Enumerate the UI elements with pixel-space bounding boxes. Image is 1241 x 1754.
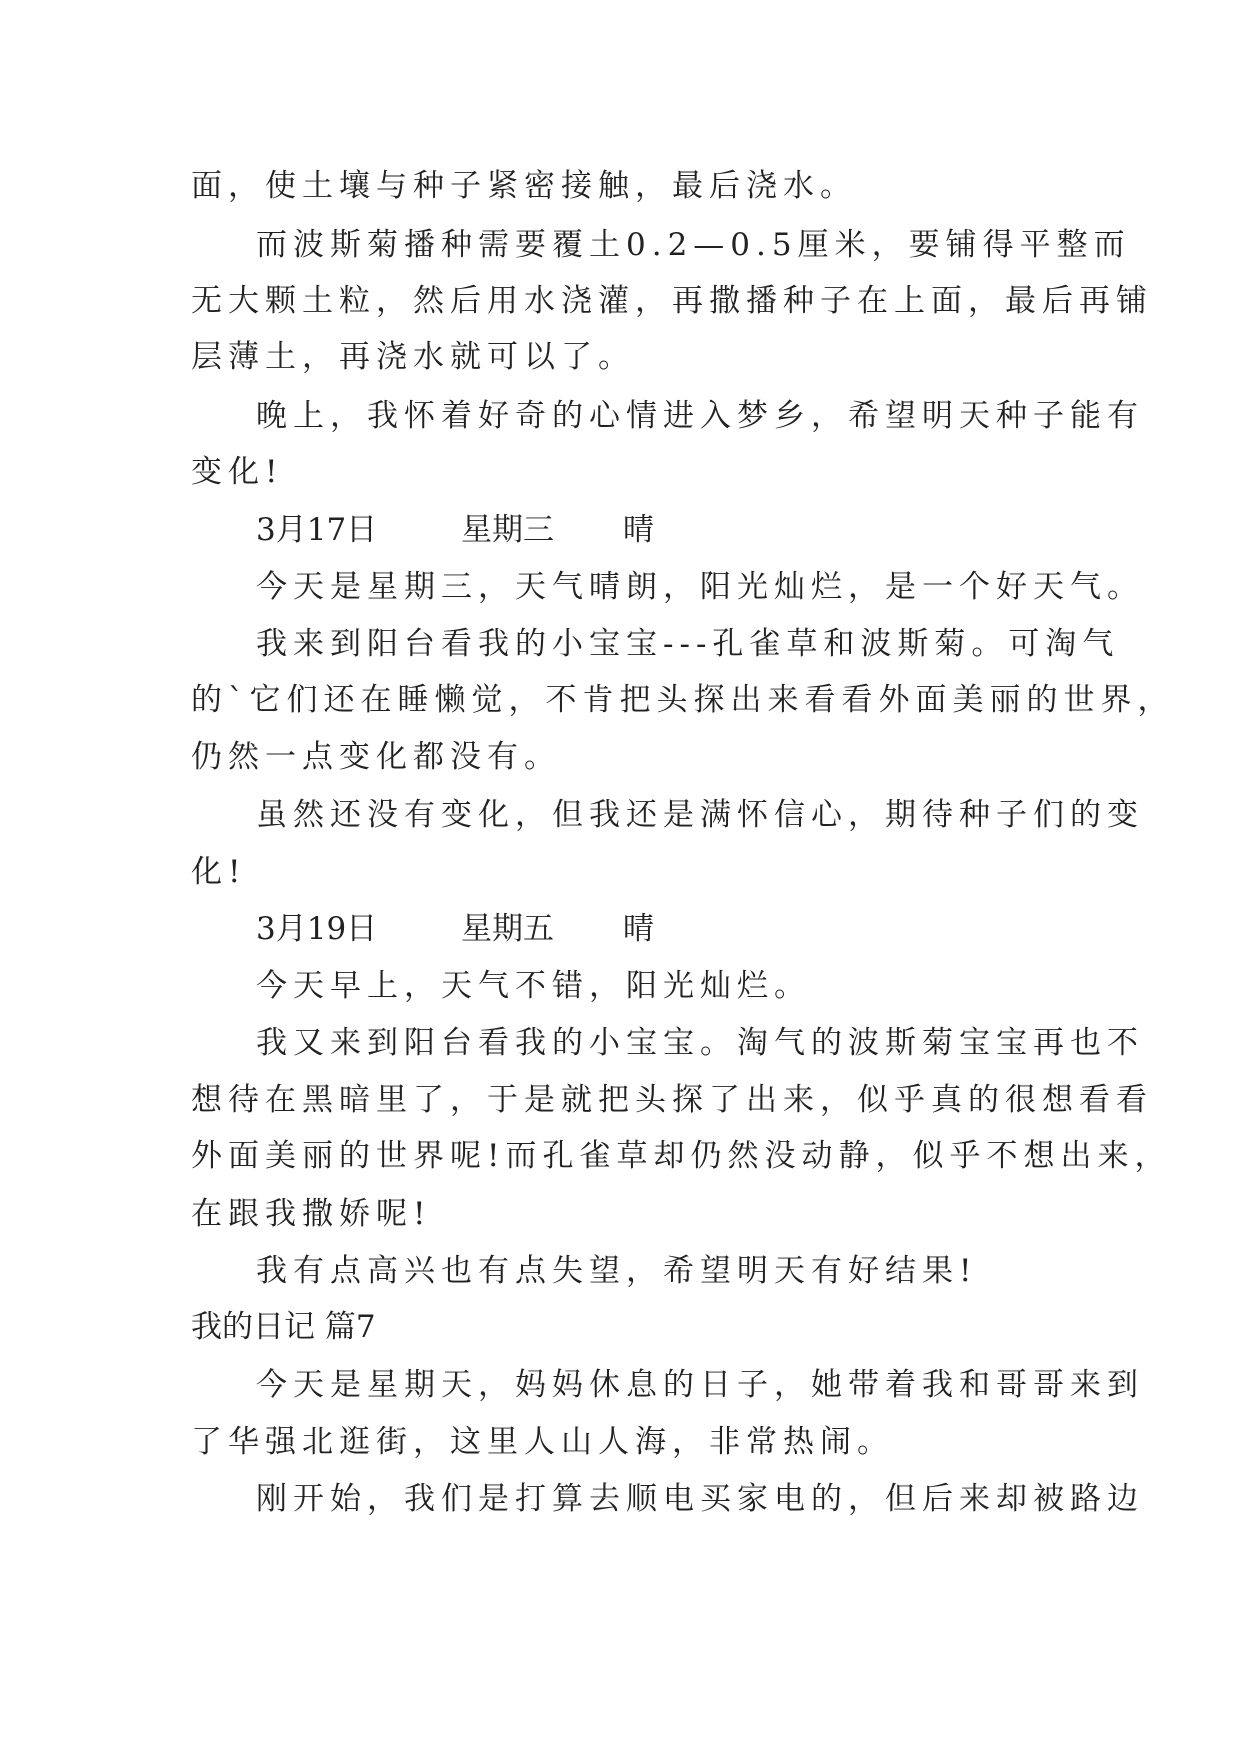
text-line: 今天是星期三，天气晴朗，阳光灿烂，是一个好天气。 [256,569,1144,605]
entry-weather: 晴 [623,911,654,947]
text-line: 想待在黑暗里了，于是就把头探了出来，似乎真的很想看看 [191,1082,1153,1118]
text-line: 无大颗土粒，然后用水浇灌，再撒播种子在上面，最后再铺 [191,283,1153,319]
text-line: 我又来到阳台看我的小宝宝。淘气的波斯菊宝宝再也不 [256,1025,1144,1061]
text-line: 变化! [191,454,284,490]
entry-weekday: 星期五 [461,911,554,947]
text-line: 外面美丽的世界呢!而孔雀草却仍然没动静，似乎不想出来， [191,1138,1172,1174]
entry-weather: 晴 [623,512,654,548]
text-line: 面，使土壤与种子紧密接触，最后浇水。 [191,168,857,204]
text-line: 我有点高兴也有点失望，希望明天有好结果! [256,1253,978,1289]
text-line: 的`它们还在睡懒觉，不肯把头探出来看看外面美丽的世界， [191,682,1175,718]
entry-date: 3月17日 [256,512,378,548]
text-line: 层薄土，再浇水就可以了。 [191,339,635,375]
text-line: 今天早上，天气不错，阳光灿烂。 [256,968,811,1004]
text-line: 我来到阳台看我的小宝宝---孔雀草和波斯菊。可淘气 [256,626,1120,662]
text-line: 了华强北逛街，这里人山人海，非常热闹。 [191,1424,894,1460]
text-line: 化! [191,854,247,890]
text-line: 虽然还没有变化，但我还是满怀信心，期待种子们的变 [256,797,1144,833]
section-heading: 我的日记 篇7 [191,1309,376,1345]
text-line: 晚上，我怀着好奇的心情进入梦乡，希望明天种子能有 [256,398,1144,434]
text-line: 在跟我撒娇呢! [191,1196,432,1232]
text-line: 而波斯菊播种需要覆土0.2—0.5厘米，要铺得平整而 [256,227,1131,263]
text-line: 今天是星期天，妈妈休息的日子，她带着我和哥哥来到 [256,1367,1144,1403]
entry-weekday: 星期三 [461,512,554,548]
text-line: 刚开始，我们是打算去顺电买家电的，但后来却被路边 [256,1481,1144,1517]
entry-date: 3月19日 [256,911,378,947]
text-line: 仍然一点变化都没有。 [191,739,561,775]
